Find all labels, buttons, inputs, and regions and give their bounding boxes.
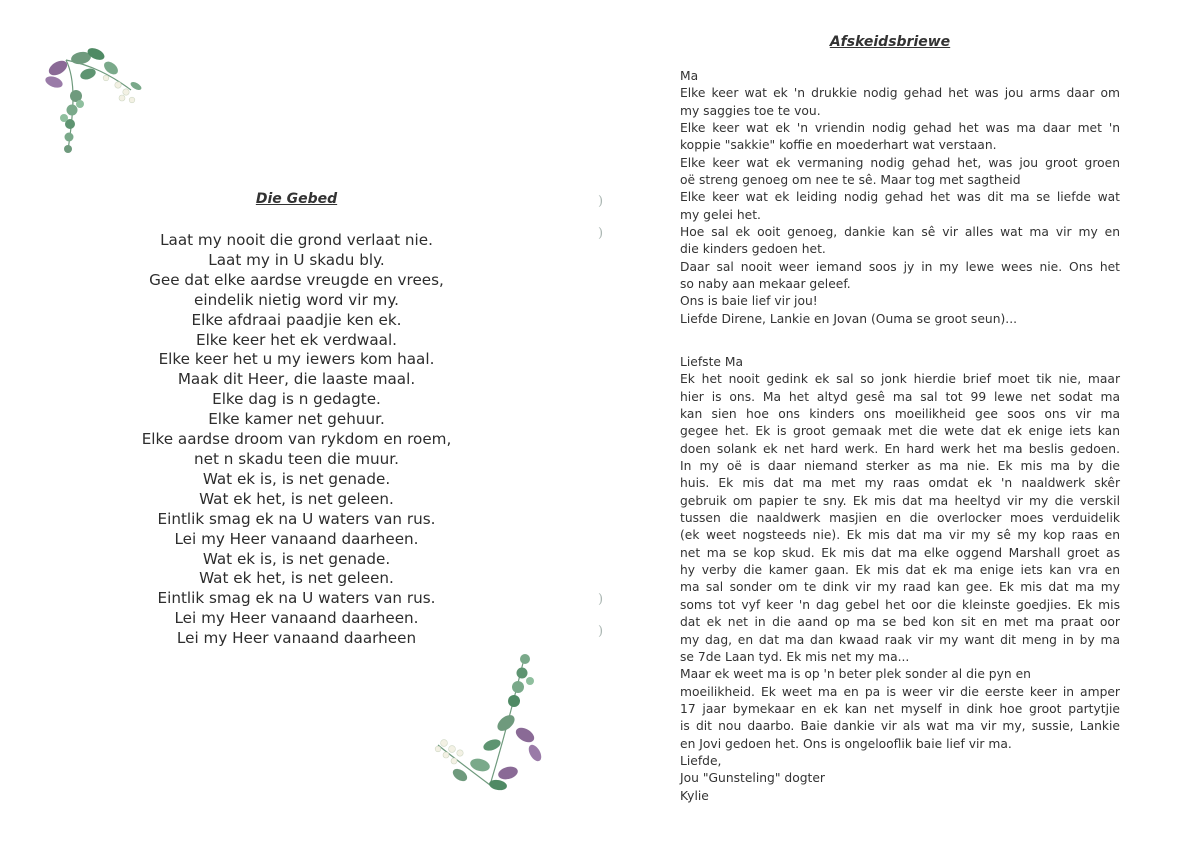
letters-title: Afskeidsbriewe [829,34,951,50]
letter-line: is dit nou daarbo. Baie dankie vir als wat ma vir my, sussie, Lankie [680,719,1120,734]
letter-line: kan sien hoe ons kinders ons moeilikheid gee soos ons vir ma [680,407,1120,422]
poem-line: Eintlik smag ek na U waters van rus. [157,589,436,608]
poem-line: Lei my Heer vanaand daarheen [176,629,417,648]
letter-line: my dag, en dat ma dan kwaad raak vir my want dit meng in by ma [680,632,1120,647]
letter-line: Ek het nooit gedink ek sal so jonk hierdie brief moet tik nie, maar [680,372,1120,387]
floral-top-left-decoration [36,40,148,175]
poem-line: Elke afdraai paadjie ken ek. [191,310,402,329]
letter-line: dat ek net in die aand op ma se bed kon sit en met ma praat oor [680,615,1120,630]
letter-line: ma sal sonder om te dink vir my raad kan gee. Ek mis dat ma my [680,580,1120,595]
letter-line: Ons is baie lief vir jou! [680,294,818,309]
floral-bottom-decoration [430,645,555,795]
poem-line: Elke keer het ek verdwaal. [195,330,397,349]
farewell-letter-1 [680,68,1120,328]
poem-line: Wat ek het, is net geleen. [199,489,394,508]
poem-line: Elke keer het u my iewers kom haal. [158,350,435,369]
poem-line: Lei my Heer vanaand daarheen. [174,529,419,548]
letter-line: Elke keer wat ek 'n vriendin nodig gehad het was ma daar met 'n [680,121,1120,136]
letter-line: Liefste Ma [680,355,744,369]
poem-line: Laat my nooit die grond verlaat nie. [160,231,433,249]
letter-line: oë streng genoeg om nee te sê. Maar tog met sagtheid [680,173,1021,188]
letter-line: Jou "Gunsteling" dogter [680,771,825,786]
poem-line: Eintlik smag ek na U waters van rus. [157,509,436,528]
poem-line: Elke aardse droom van rykdom en roem, [141,430,452,449]
letter-line: doen solank ek net hard werk. En hard werk het ma beslis gedoen. [680,441,1120,456]
letter-line: my gelei het. [680,207,761,222]
letter-line: se 7de Laan tyd. Ek mis net my ma... [680,649,910,664]
letter-line: Elke keer wat ek vermaning nodig gehad het, was jou groot groen [680,155,1120,170]
letter-line: Liefde Direne, Lankie en Jovan (Ouma se groot seun)... [680,311,1018,326]
poem-line: Elke dag is n gedagte. [212,390,381,409]
letter-line: Daar sal nooit weer iemand soos jy in my lewe wees nie. Ons het [680,259,1120,274]
letter-line: Hoe sal ek ooit genoeg, dankie kan sê vir alles wat ma vir my en [680,225,1120,240]
letter-line: Maar ek weet ma is op 'n beter plek sonder al die pyn en [680,667,1031,682]
letter-line: tussen die naaldwerk masjien en die overlocker moes verduidelik [680,511,1120,526]
eucalyptus-icon [435,654,544,791]
poem-line: Wat ek het, is net geleen. [199,569,394,588]
scan-mark: ) [598,194,604,209]
letter-line: so naby aan mekaar geleef. [680,277,851,292]
letter-line: my saggies toe te vou. [680,103,821,118]
poem-line: Wat ek is, is net genade. [202,549,391,568]
letter-line: hy verby die kamer gaan. Ek mis dat ek ma enige iets kan vra en [680,563,1120,578]
letter-line: 17 jaar bymekaar en ek kan net myself in dink hoe groot partytjie [680,701,1120,716]
scan-mark: ) [598,592,604,607]
poem-line: Maak dit Heer, die laaste maal. [177,370,416,389]
letter-line: Elke keer wat ek 'n drukkie nodig gehad het was jou arms daar om [680,86,1120,101]
letter-line: soms tot vyf keer 'n dag gebel het oor die kleinste goedjies. Ek mis [680,597,1120,612]
letter-line: gebruik om papier te sny. Ek mis dat ma heeltyd vir my die verskil [680,493,1120,508]
poem-line: net n skadu teen die muur. [194,449,399,468]
letter-line: Elke keer wat ek leiding nodig gehad het was dit ma se liefde wat [680,190,1120,205]
letter-line: die kinders gedoen het. [680,242,826,257]
scan-mark: ) [598,624,604,639]
letter-line: (ek weet nogsteeds nie). Ek mis dat ma vir my sê my kop raas en [680,528,1120,543]
letter-line: In my oë is daar niemand sterker as ma nie. Ek mis ma by die [680,459,1120,474]
eucalyptus-icon [44,46,143,153]
letter-line: moeilikheid. Ek weet ma en pa is weer vir die eerste keer in amper [680,684,1120,699]
poem-title: Die Gebed [255,191,338,207]
letter-line: hier is ons. Ma het altyd gesê ma sal tot 99 lewe net sodat ma [680,389,1120,404]
letter-line: en Jovi gedoen het. Ons is ongelooflik baie lief vir ma. [680,736,1012,751]
letter-line: net ma se kop skud. Ek mis dat ma elke oggend Marshall groet as [680,545,1120,560]
letter-line: gegee het. Ek is groot gemaak met die wete dat ek enige iets kan [680,424,1120,439]
poem-line: eindelik nietig word vir my. [194,290,399,309]
poem-line: Wat ek is, is net genade. [202,469,391,488]
right-page [600,0,1200,850]
poem-line: Lei my Heer vanaand daarheen. [174,609,419,628]
poem-line: Laat my in U skadu bly. [208,250,385,269]
letter-line: Kylie [680,788,709,803]
scan-mark: ) [598,226,604,241]
letter-line: koppie "sakkie" koffie en moederhart wat verstaan. [680,138,997,153]
letter-line: Liefde, [680,753,722,768]
poem-line: Elke kamer net gehuur. [208,410,385,429]
poem-line: Gee dat elke aardse vreugde en vrees, [149,270,444,289]
letter-line: Ma [680,69,699,83]
poem-body [0,231,593,649]
farewell-letter-2 [680,354,1120,805]
letter-line: huis. Ek mis dat ma met my raas omdat ek 'n naaldwerk skêr [680,476,1120,491]
